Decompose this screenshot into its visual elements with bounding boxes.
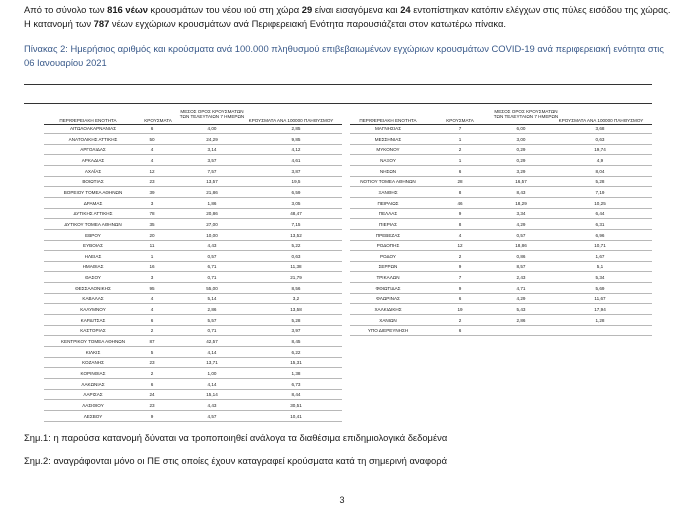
row-divider: [44, 367, 342, 368]
cell-cases: 1: [458, 157, 462, 163]
cell-per100k: 5,69: [595, 285, 605, 291]
row-divider: [44, 229, 342, 230]
row-divider: [44, 218, 342, 219]
cell-cases: 4: [150, 307, 154, 313]
cell-unit: ΝΗΣΩΝ: [379, 168, 397, 174]
cell-unit: ΠΕΛΛΑΣ: [378, 211, 398, 217]
cell-cases: 2: [458, 253, 462, 259]
cell-cases: 35: [149, 221, 155, 227]
cell-cases: 12: [457, 243, 463, 249]
cell-unit: ΜΥΚΟΝΟΥ: [376, 147, 400, 153]
cell-cases: 3: [150, 200, 154, 206]
cell-cases: 23: [149, 360, 155, 366]
cell-unit: ΚΙΛΚΙΣ: [85, 349, 101, 355]
cell-cases: 7: [458, 126, 462, 131]
cell-per100k: 6,44: [595, 211, 605, 217]
cell-cases: 7: [458, 275, 462, 281]
cell-per100k: 3,68: [595, 126, 605, 131]
cell-unit: ΚΟΖΑΝΗΣ: [82, 360, 104, 366]
cell-cases: 1: [458, 136, 462, 142]
header-rule: [350, 124, 652, 125]
row-divider: [44, 421, 342, 422]
cell-unit: ΘΕΣΣΑΛΟΝΙΚΗΣ: [75, 285, 111, 291]
cell-avg: 4,57: [207, 413, 217, 419]
cell-cases: 95: [149, 285, 155, 291]
cell-avg: 8,57: [516, 264, 526, 270]
cell-unit: ΜΑΓΝΗΣΙΑΣ: [374, 126, 402, 131]
cell-avg: 4,00: [207, 126, 217, 131]
cell-per100k: 10,25: [594, 200, 606, 206]
cell-avg: 4,71: [516, 285, 526, 291]
cell-cases: 11: [149, 243, 155, 249]
header-per100k: ΚΡΟΥΣΜΑΤΑ ΑΝΑ 100000 ΠΛΗΘΥΣΜΟΥ: [248, 118, 334, 123]
cell-cases: 2: [150, 370, 154, 376]
row-divider: [350, 165, 652, 166]
cell-per100k: 3,2: [292, 296, 300, 302]
row-divider: [44, 282, 342, 283]
cell-unit: ΡΟΔΟΠΗΣ: [376, 243, 400, 249]
cell-cases: 20: [149, 232, 155, 238]
cell-per100k: 1,28: [595, 317, 605, 323]
cell-cases: 9: [458, 211, 462, 217]
row-divider: [44, 389, 342, 390]
cell-per100k: 5,28: [595, 179, 605, 185]
cell-cases: 4: [150, 157, 154, 163]
cell-avg: 2,86: [207, 307, 217, 313]
cell-cases: 46: [457, 200, 463, 206]
cell-unit: ΦΛΩΡΙΝΑΣ: [376, 296, 400, 302]
row-divider: [350, 186, 652, 187]
cell-avg: 27,00: [206, 221, 218, 227]
row-divider: [350, 197, 652, 198]
cell-avg: 24,29: [206, 136, 218, 142]
header-cases: ΚΡΟΥΣΜΑΤΑ: [446, 118, 474, 123]
row-divider: [44, 133, 342, 134]
cell-avg: 55,00: [206, 285, 218, 291]
row-divider: [350, 335, 652, 336]
row-divider: [350, 303, 652, 304]
row-divider: [350, 218, 652, 219]
cell-unit: ΠΕΙΡΑΙΩΣ: [377, 200, 399, 206]
cell-avg: 1,00: [207, 370, 217, 376]
cell-unit: ΛΑΣΙΘΙΟΥ: [82, 402, 104, 408]
cell-unit: ΑΡΚΑΔΙΑΣ: [81, 157, 105, 163]
cell-avg: 16,57: [515, 179, 527, 185]
table-caption: Πίνακας 2: Ημερήσιος αριθμός και κρούσματα ανά 100.000 πληθυσμού επιβεβαιωμένων εγχώριων κρουσμάτων COVID-19 ανά περιφερειακή ενότητα στις 06 Ιανουαρίου 2021: [24, 43, 664, 68]
cell-per100k: 17,94: [594, 307, 606, 313]
cell-unit: ΦΘΙΩΤΙΔΑΣ: [375, 285, 401, 291]
header-avg: ΜΕΣΟΣ ΟΡΟΣ ΚΡΟΥΣΜΑΤΩΝ ΤΩΝ ΤΕΛΕΥΤΑΙΩΝ 7 ΗΜΕΡΩΝ: [493, 109, 559, 119]
cell-cases: 16: [149, 264, 155, 270]
row-divider: [350, 271, 652, 272]
cell-unit: ΑΝΑΤΟΛΙΚΗΣ ΑΤΤΙΚΗΣ: [68, 136, 118, 142]
header-unit: ΠΕΡΙΦΕΡΕΙΑΚΗ ΕΝΟΤΗΤΑ: [359, 118, 417, 123]
cell-avg: 4,29: [516, 221, 526, 227]
cell-avg: 4,43: [207, 243, 217, 249]
cell-unit: ΔΥΤΙΚΗΣ ΑΤΤΙΚΗΣ: [73, 211, 113, 217]
cell-unit: ΥΠΟ ΔΙΕΡΕΥΝΗΣΗ: [367, 328, 409, 334]
cell-cases: 3: [150, 275, 154, 281]
cell-per100k: 19,5: [291, 179, 301, 185]
cell-avg: 3,00: [516, 136, 526, 142]
cell-per100k: 1,38: [291, 370, 301, 376]
cell-avg: 0,29: [516, 157, 526, 163]
row-divider: [350, 133, 652, 134]
cell-unit: ΚΑΒΑΛΑΣ: [82, 296, 104, 302]
cell-avg: 2,86: [516, 317, 526, 323]
row-divider: [350, 229, 652, 230]
cell-unit: ΕΒΡΟΥ: [85, 232, 101, 238]
header-cases: ΚΡΟΥΣΜΑΤΑ: [144, 118, 172, 123]
cell-cases: 2: [458, 317, 462, 323]
cell-unit: ΑΙΤΩΛΟΑΚΑΡΝΑΝΙΑΣ: [69, 126, 117, 131]
cell-per100k: 7,15: [291, 221, 301, 227]
cell-per100k: 5,28: [291, 317, 301, 323]
cell-per100k: 5,22: [291, 243, 301, 249]
cell-per100k: 15,31: [290, 360, 302, 366]
row-divider: [44, 261, 342, 262]
cell-avg: 42,57: [206, 339, 218, 344]
cell-unit: ΚΑΛΥΜΝΟΥ: [80, 307, 106, 313]
row-divider: [350, 144, 652, 145]
cell-cases: 9: [458, 285, 462, 291]
cell-per100k: 8,56: [291, 285, 301, 291]
cell-avg: 8,43: [516, 189, 526, 195]
cell-avg: 18,86: [515, 243, 527, 249]
cell-cases: 23: [149, 179, 155, 185]
cell-per100k: 6,22: [291, 349, 301, 355]
cell-avg: 18,29: [515, 200, 527, 206]
cell-cases: 28: [457, 179, 463, 185]
cell-avg: 0,71: [207, 275, 217, 281]
cell-unit: ΒΟΙΩΤΙΑΣ: [82, 179, 104, 185]
cell-per100k: 8,04: [595, 168, 605, 174]
row-divider: [350, 282, 652, 283]
cell-avg: 4,29: [516, 296, 526, 302]
header-unit: ΠΕΡΙΦΕΡΕΙΑΚΗ ΕΝΟΤΗΤΑ: [59, 118, 117, 123]
cell-cases: 9: [458, 264, 462, 270]
cell-unit: ΤΡΙΚΑΛΩΝ: [376, 275, 400, 281]
cell-per100k: 13,58: [290, 307, 302, 313]
row-divider: [350, 325, 652, 326]
cell-avg: 0,86: [516, 253, 526, 259]
cell-per100k: 3,05: [291, 200, 301, 206]
cell-avg: 21,86: [206, 189, 218, 195]
cell-avg: 13,57: [206, 179, 218, 185]
intro-bold: 29: [301, 4, 313, 15]
cell-unit: ΔΥΤΙΚΟΥ ΤΟΜΕΑ ΑΘΗΝΩΝ: [64, 221, 122, 227]
cell-per100k: 0,63: [595, 136, 605, 142]
cell-cases: 6: [150, 126, 154, 131]
cell-avg: 4,43: [207, 402, 217, 408]
cell-avg: 20,86: [206, 211, 218, 217]
cell-avg: 7,57: [207, 168, 217, 174]
row-divider: [350, 250, 652, 251]
cell-cases: 23: [149, 402, 155, 408]
cell-per100k: 3,97: [291, 328, 301, 334]
intro-paragraph: [24, 3, 676, 30]
cell-avg: 13,71: [206, 360, 218, 366]
row-divider: [44, 335, 342, 336]
cell-per100k: 11,67: [594, 296, 606, 302]
cell-cases: 8: [458, 189, 462, 195]
cell-per100k: 9,85: [291, 136, 301, 142]
cell-per100k: 0,63: [291, 253, 301, 259]
cell-cases: 6: [150, 381, 154, 387]
cell-per100k: 2,85: [291, 126, 301, 131]
cell-cases: 87: [149, 339, 155, 344]
cell-avg: 5,57: [207, 317, 217, 323]
cell-per100k: 30,51: [290, 402, 302, 408]
cell-avg: 3,34: [516, 211, 526, 217]
intro-bold: 787: [93, 17, 110, 29]
cell-avg: 6,00: [516, 126, 526, 131]
cell-cases: 19: [457, 307, 463, 313]
cell-avg: 1,86: [207, 200, 217, 206]
cell-cases: 1: [150, 253, 154, 259]
cell-unit: ΚΕΝΤΡΙΚΟΥ ΤΟΜΕΑ ΑΘΗΝΩΝ: [60, 339, 126, 344]
cell-cases: 6: [458, 168, 462, 174]
cell-unit: ΡΟΔΟΥ: [379, 253, 396, 259]
cell-per100k: 11,38: [290, 264, 302, 270]
cell-cases: 4: [150, 147, 154, 153]
cell-unit: ΛΕΣΒΟΥ: [83, 413, 103, 419]
cell-per100k: 10,71: [594, 243, 606, 249]
cell-per100k: 6,96: [595, 232, 605, 238]
cell-unit: ΠΡΕΒΕΖΑΣ: [375, 232, 401, 238]
cell-per100k: 8,44: [291, 392, 301, 398]
cell-per100k: 4,12: [291, 147, 301, 153]
row-divider: [44, 378, 342, 379]
cell-unit: ΑΧΑΪΑΣ: [84, 168, 102, 174]
row-divider: [44, 186, 342, 187]
cell-unit: ΕΥΒΟΙΑΣ: [83, 243, 103, 249]
cell-per100k: 5,34: [595, 275, 605, 281]
row-divider: [44, 154, 342, 155]
cell-per100k: 8,45: [291, 339, 301, 344]
row-divider: [350, 314, 652, 315]
cell-unit: ΚΑΣΤΟΡΙΑΣ: [80, 328, 106, 334]
cell-cases: 2: [150, 328, 154, 334]
row-divider: [44, 293, 342, 294]
cell-unit: ΘΑΣΟΥ: [85, 275, 101, 281]
row-divider: [44, 271, 342, 272]
cell-unit: ΝΟΤΙΟΥ ΤΟΜΕΑ ΑΘΗΝΩΝ: [360, 179, 416, 185]
row-divider: [350, 154, 652, 155]
cell-unit: ΚΟΡΙΝΘΙΑΣ: [80, 370, 106, 376]
cell-per100k: 4,9: [596, 157, 604, 163]
cell-per100k: 7,19: [595, 189, 605, 195]
cell-per100k: 48,47: [290, 211, 302, 217]
cell-unit: ΛΑΡΙΣΑΣ: [83, 392, 103, 398]
cell-cases: 6: [150, 317, 154, 323]
intro-text: εντοπίστηκαν κατόπιν ελέγχων στις πύλες εισόδου της χώρας. Η κατανομή των: [24, 4, 671, 29]
cell-unit: ΗΛΕΙΑΣ: [84, 253, 102, 259]
cell-per100k: 10,41: [290, 413, 302, 419]
row-divider: [350, 261, 652, 262]
row-divider: [44, 197, 342, 198]
row-divider: [350, 208, 652, 209]
intro-text: είναι εισαγόμενα και: [312, 4, 401, 15]
row-divider: [350, 176, 652, 177]
cell-per100k: 6,59: [291, 189, 301, 195]
cell-cases: 12: [149, 168, 155, 174]
cell-avg: 0,29: [516, 147, 526, 153]
cell-unit: ΝΑΞΟΥ: [380, 157, 396, 163]
cell-per100k: 5,1: [596, 264, 604, 270]
cell-unit: ΛΑΚΩΝΙΑΣ: [81, 381, 105, 387]
cell-cases: 78: [149, 211, 155, 217]
intro-text: κρουσμάτων του νέου ιού στη χώρα: [147, 4, 302, 15]
header-rule: [44, 124, 342, 125]
cell-unit: ΧΑΛΚΙΔΙΚΗΣ: [374, 307, 402, 313]
cell-cases: 24: [149, 392, 155, 398]
cell-per100k: 3,87: [291, 168, 301, 174]
cell-cases: 6: [458, 328, 462, 334]
cell-cases: 2: [458, 147, 462, 153]
intro-bold: 24: [400, 4, 411, 15]
row-divider: [44, 208, 342, 209]
row-divider: [350, 240, 652, 241]
cell-unit: ΔΡΑΜΑΣ: [83, 200, 103, 206]
cell-avg: 5,43: [516, 307, 526, 313]
intro-text: νέων εγχώριων κρουσμάτων ανά Περιφερειακή Ενότητα παρουσιάζεται στον κατωτέρω πίνακα.: [109, 17, 506, 29]
cell-avg: 3,57: [207, 157, 217, 163]
cell-unit: ΧΑΝΙΩΝ: [379, 317, 397, 323]
table-top-rule: [24, 103, 652, 104]
cell-avg: 0,57: [516, 232, 526, 238]
cell-avg: 0,71: [207, 328, 217, 334]
header-avg: ΜΕΣΟΣ ΟΡΟΣ ΚΡΟΥΣΜΑΤΩΝ ΤΩΝ ΤΕΛΕΥΤΑΙΩΝ 7 ΗΜΕΡΩΝ: [179, 109, 245, 119]
row-divider: [44, 250, 342, 251]
cell-per100k: 13,52: [290, 232, 302, 238]
cell-per100k: 21,79: [290, 275, 302, 281]
cell-cases: 6: [458, 296, 462, 302]
cell-avg: 4,14: [207, 349, 217, 355]
cell-cases: 9: [150, 413, 154, 419]
row-divider: [44, 399, 342, 400]
cell-per100k: 4,61: [291, 157, 301, 163]
row-divider: [44, 357, 342, 358]
row-divider: [44, 144, 342, 145]
cell-per100k: 6,31: [595, 221, 605, 227]
intro-bold: 816 νέων: [107, 4, 148, 15]
cell-avg: 6,71: [207, 264, 217, 270]
cell-cases: 5: [150, 349, 154, 355]
cell-avg: 4,14: [207, 381, 217, 387]
cell-cases: 4: [458, 232, 462, 238]
row-divider: [44, 314, 342, 315]
cell-cases: 50: [149, 136, 155, 142]
cell-unit: ΒΟΡΕΙΟΥ ΤΟΜΕΑ ΑΘΗΝΩΝ: [63, 189, 123, 195]
cell-avg: 5,14: [207, 296, 217, 302]
cell-unit: ΠΙΕΡΙΑΣ: [379, 221, 397, 227]
cell-avg: 3,14: [207, 147, 217, 153]
cell-unit: ΣΕΡΡΩΝ: [378, 264, 398, 270]
cell-unit: ΞΑΝΘΗΣ: [378, 189, 398, 195]
cell-unit: ΗΜΑΘΙΑΣ: [82, 264, 104, 270]
cell-per100k: 6,73: [291, 381, 301, 387]
cell-per100k: 19,74: [594, 147, 606, 153]
cell-avg: 15,14: [206, 392, 218, 398]
cell-unit: ΑΡΓΟΛΙΔΑΣ: [80, 147, 106, 153]
cell-avg: 3,29: [516, 168, 526, 174]
cell-avg: 0,57: [207, 253, 217, 259]
row-divider: [44, 176, 342, 177]
cell-avg: 10,00: [206, 232, 218, 238]
table-top-rule: [24, 84, 652, 85]
cell-cases: 39: [149, 189, 155, 195]
cell-per100k: 1,67: [595, 253, 605, 259]
row-divider: [44, 165, 342, 166]
note-2: Σημ.2: αναγράφονται μόνο οι ΠΕ στις οποίες έχουν καταγραφεί κρούσματα κατά τη σημερινή αναφορά: [24, 455, 448, 466]
cell-cases: 4: [150, 296, 154, 302]
row-divider: [44, 346, 342, 347]
cell-unit: ΚΑΡΔΙΤΣΑΣ: [80, 317, 106, 323]
row-divider: [44, 325, 342, 326]
row-divider: [350, 293, 652, 294]
page-number: 3: [339, 495, 345, 505]
header-per100k: ΚΡΟΥΣΜΑΤΑ ΑΝΑ 100000 ΠΛΗΘΥΣΜΟΥ: [558, 118, 644, 123]
cell-cases: 8: [458, 221, 462, 227]
cell-unit: ΜΕΣΣΗΝΙΑΣ: [374, 136, 402, 142]
row-divider: [44, 410, 342, 411]
intro-text: Από το σύνολο των: [24, 4, 108, 15]
row-divider: [44, 303, 342, 304]
row-divider: [44, 240, 342, 241]
cell-avg: 2,43: [516, 275, 526, 281]
note-1: Σημ.1: η παρούσα κατανομή δύναται να τροποποιηθεί ανάλογα τα διαθέσιμα επιδημιολογικά δεδομένα: [24, 432, 448, 443]
